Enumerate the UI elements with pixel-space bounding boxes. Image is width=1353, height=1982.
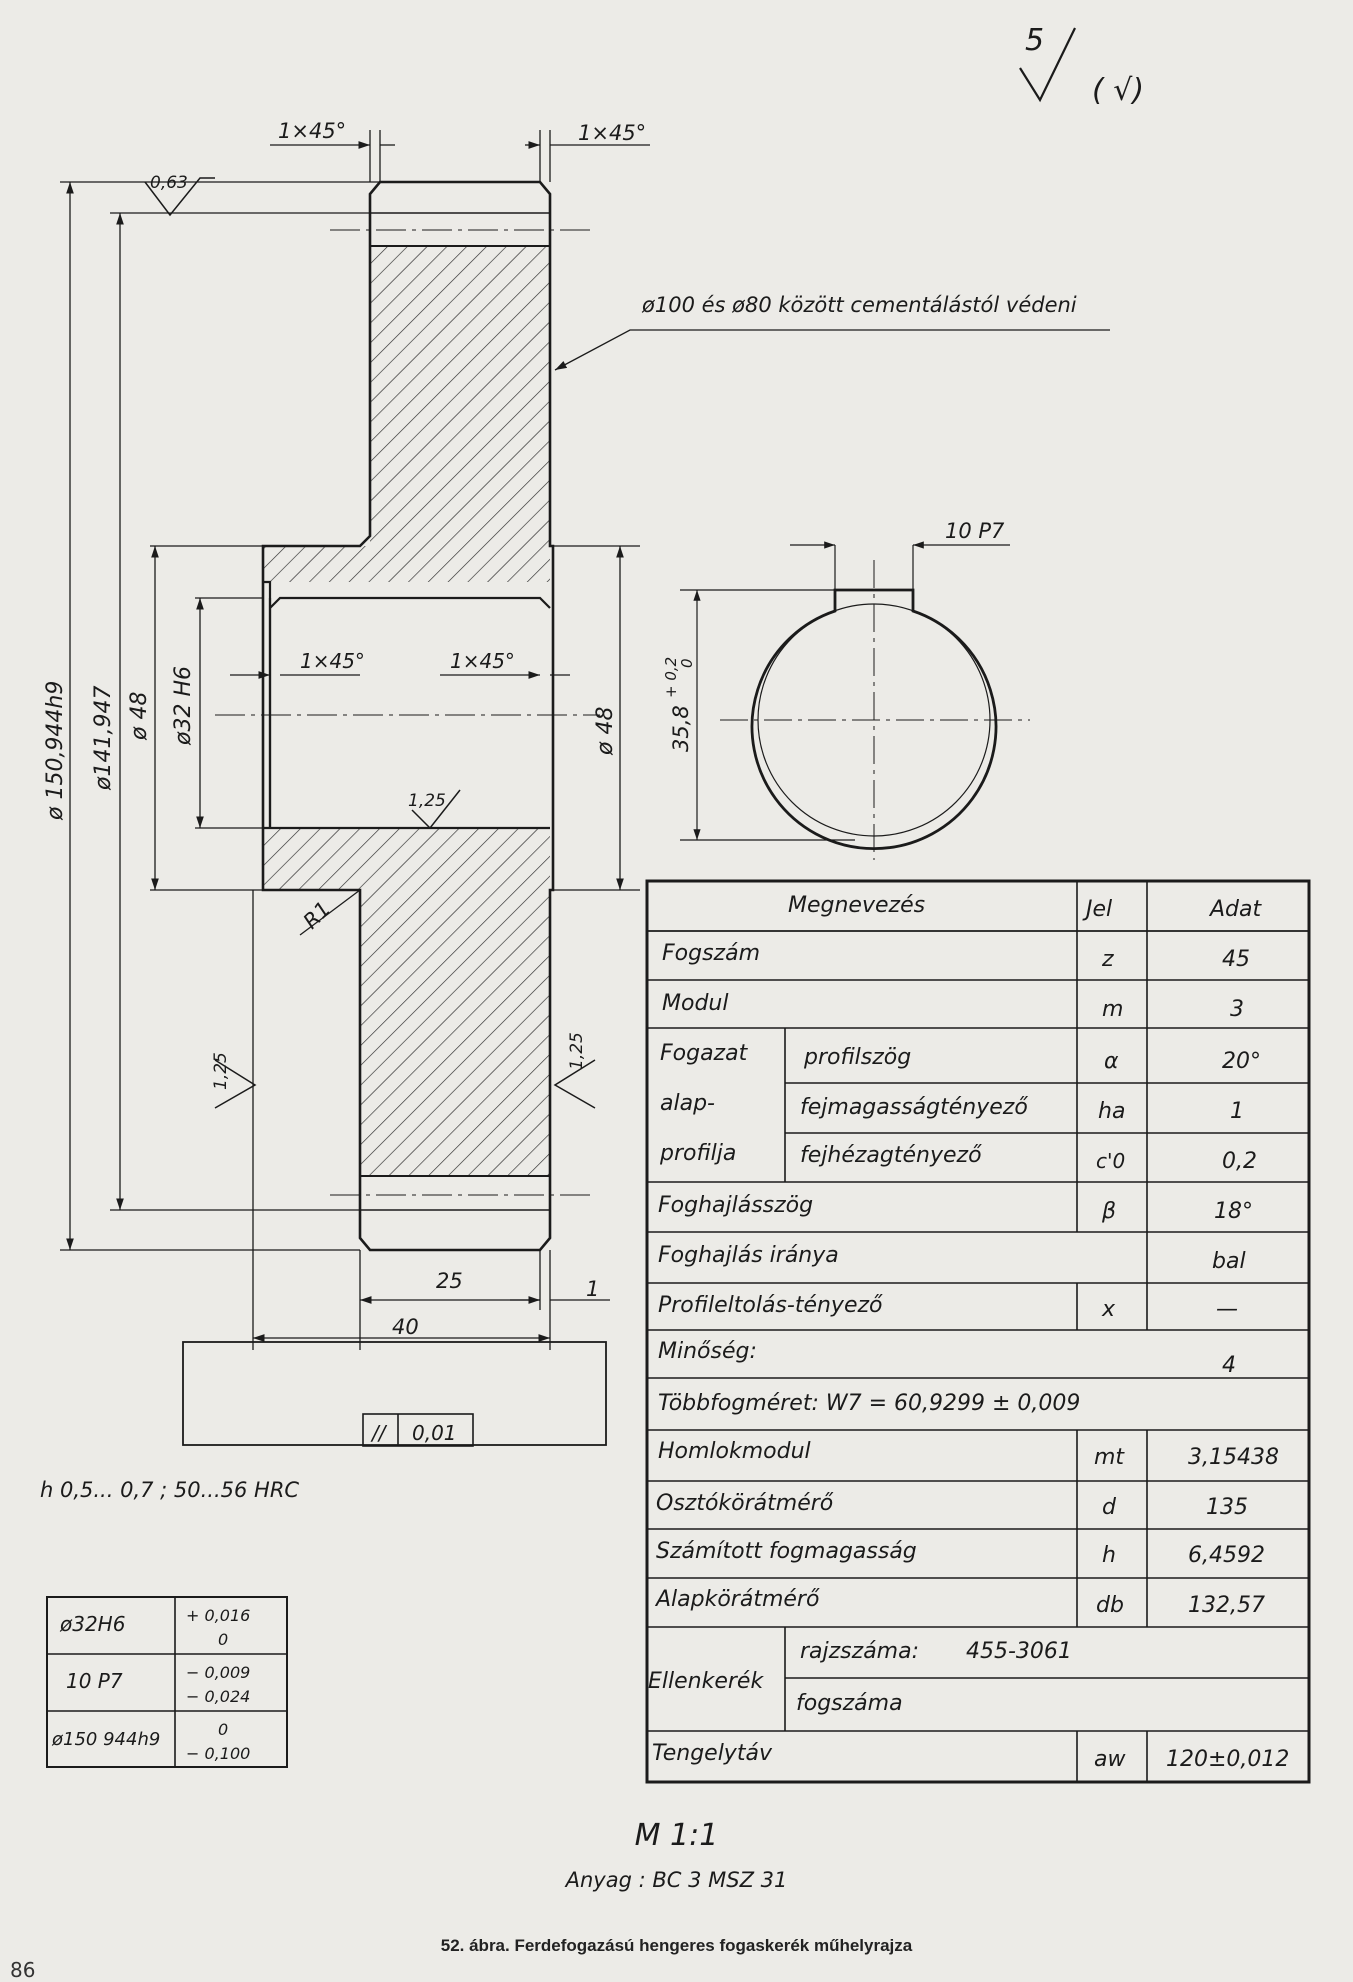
row-osztokor-value: 135	[1206, 1495, 1248, 1520]
dimension-texts	[40, 119, 1077, 1502]
row-fejmag-value: 1	[1230, 1099, 1244, 1124]
row-tengelytav-value: 120±0,012	[1166, 1747, 1290, 1772]
row-foghajlasszog-value: 18°	[1214, 1199, 1253, 1224]
row-fogmag-name: Számított fogmagasság	[656, 1539, 917, 1564]
row-minoseg-value: 4	[1222, 1353, 1236, 1378]
row-modul-name: Modul	[662, 991, 729, 1016]
row-alapkor-value: 132,57	[1188, 1593, 1265, 1618]
chamfer-bore-right: 1×45°	[450, 649, 515, 673]
keyway-width: 10 P7	[945, 519, 1005, 543]
header-name: Megnevezés	[788, 893, 926, 918]
page-number: 86	[10, 1958, 36, 1982]
row-minoseg-name: Minőség:	[658, 1339, 757, 1364]
row-modul-symbol: m	[1102, 997, 1124, 1022]
header-symbol: Jel	[1086, 897, 1113, 922]
tol-lower-2: − 0,024	[186, 1687, 251, 1706]
tol-lower-1: 0	[218, 1630, 229, 1649]
row-homlokmodul-name: Homlokmodul	[658, 1439, 811, 1464]
header-value: Adat	[1210, 897, 1262, 922]
scale-label: M 1:1	[634, 1818, 719, 1853]
row-foghajlasszog-symbol: β	[1102, 1199, 1117, 1224]
row-profileltolas-symbol: x	[1102, 1297, 1116, 1322]
roughness-top: 0,63	[150, 173, 188, 193]
row-fejmag-name: fejmagasságtényező	[800, 1095, 1028, 1120]
roughness-right-face: 1,25	[567, 1032, 587, 1070]
tol-lower-3: − 0,100	[186, 1744, 251, 1763]
parallelism-symbol: //	[372, 1421, 386, 1445]
keyway-section	[680, 545, 1030, 860]
tol-upper-3: 0	[218, 1720, 229, 1739]
roughness-parenthetical: ( √)	[1092, 73, 1145, 108]
row-alapkor-symbol: db	[1096, 1593, 1124, 1618]
row-fejhez-value: 0,2	[1222, 1149, 1257, 1174]
tolerance-table	[47, 1597, 287, 1767]
row-homlokmodul-value: 3,15438	[1188, 1445, 1279, 1470]
row-foghajlas-iranya-name: Foghajlás iránya	[658, 1243, 839, 1268]
chamfer-bore-left: 1×45°	[300, 649, 365, 673]
dia-outer: ø 150,944h9	[43, 680, 68, 820]
row-profilszog-symbol: α	[1104, 1049, 1119, 1074]
keyway-tol-lower: 0	[678, 658, 696, 668]
row-osztokor-name: Osztókörátmérő	[656, 1491, 834, 1516]
group-label-line3: profilja	[660, 1141, 737, 1166]
tol-fit-1: ø32H6	[60, 1612, 126, 1636]
roughness-main-value: 5	[1025, 23, 1045, 58]
roughness-bore: 1,25	[408, 791, 446, 811]
chamfer-top-right: 1×45°	[578, 121, 647, 145]
dia-root: ø141,947	[91, 685, 116, 790]
row-fejmag-symbol: ha	[1098, 1099, 1126, 1124]
width-40: 40	[392, 1315, 419, 1339]
row-rajzszama-value: 455-3061	[966, 1639, 1072, 1664]
row-fejhez-name: fejhézagtényező	[800, 1143, 982, 1168]
row-profilszog-value: 20°	[1222, 1049, 1261, 1074]
tol-fit-2: 10 P7	[66, 1669, 123, 1693]
material-label: Anyag : BC 3 MSZ 31	[565, 1868, 788, 1892]
row-osztokor-symbol: d	[1102, 1495, 1116, 1520]
gear-data-table-text	[648, 893, 1289, 1772]
tol-upper-1: + 0,016	[186, 1606, 251, 1625]
tol-fit-3: ø150 944h9	[52, 1729, 161, 1750]
dia-bore: ø32 H6	[171, 666, 196, 745]
row-fogszam-name: Fogszám	[662, 941, 761, 966]
width-1: 1	[586, 1277, 600, 1301]
row-modul-value: 3	[1230, 997, 1244, 1022]
group-label-line1: Fogazat	[660, 1041, 748, 1066]
keyway-depth: 35,8	[669, 705, 693, 752]
width-25: 25	[436, 1269, 463, 1293]
row-homlokmodul-symbol: mt	[1094, 1445, 1125, 1470]
surface-roughness-symbol	[1020, 23, 1144, 108]
roughness-left-face: 1,25	[211, 1052, 231, 1090]
row-fejhez-symbol: c'0	[1096, 1149, 1126, 1173]
hardening-note: h 0,5... 0,7 ; 50...56 HRC	[40, 1478, 300, 1502]
row-foghajlas-iranya-value: bal	[1212, 1249, 1246, 1274]
row-rajzszama-label: rajzszáma:	[800, 1639, 920, 1664]
row-fogmag-symbol: h	[1102, 1543, 1116, 1568]
row-tobbfog: Többfogméret: W7 = 60,9299 ± 0,009	[658, 1391, 1081, 1416]
row-tengelytav-symbol: aw	[1094, 1747, 1126, 1772]
gear-section	[215, 182, 600, 1250]
dia-hub-left: ø 48	[127, 691, 152, 740]
row-fogszam-value: 45	[1222, 947, 1250, 972]
figure-caption: 52. ábra. Ferdefogazású hengeres fogaskerék műhelyrajza	[440, 1936, 913, 1955]
row-profileltolas-value: —	[1216, 1297, 1238, 1322]
keyway-tol-upper: + 0,2	[662, 656, 680, 698]
group-label-line2: alap-	[660, 1091, 715, 1116]
row-profileltolas-name: Profileltolás-tényező	[658, 1293, 883, 1318]
dia-hub-right: ø 48	[593, 706, 618, 755]
tol-upper-2: − 0,009	[186, 1663, 251, 1682]
row-fogszama-label: fogszáma	[796, 1691, 903, 1716]
case-hardening-note: ø100 és ø80 között cementálástól védeni	[642, 293, 1077, 317]
row-ellenkerek-label: Ellenkerék	[648, 1669, 764, 1694]
chamfer-top-left: 1×45°	[278, 119, 347, 143]
row-alapkor-name: Alapkörátmérő	[656, 1587, 820, 1612]
reference-block	[183, 1342, 606, 1446]
row-profilszog-name: profilszög	[804, 1045, 912, 1070]
parallelism-value: 0,01	[412, 1421, 457, 1445]
row-tengelytav-name: Tengelytáv	[652, 1741, 772, 1766]
row-fogmag-value: 6,4592	[1188, 1543, 1265, 1568]
radius: R1	[298, 896, 336, 934]
row-foghajlasszog-name: Foghajlásszög	[658, 1193, 814, 1218]
row-fogszam-symbol: z	[1102, 947, 1114, 972]
